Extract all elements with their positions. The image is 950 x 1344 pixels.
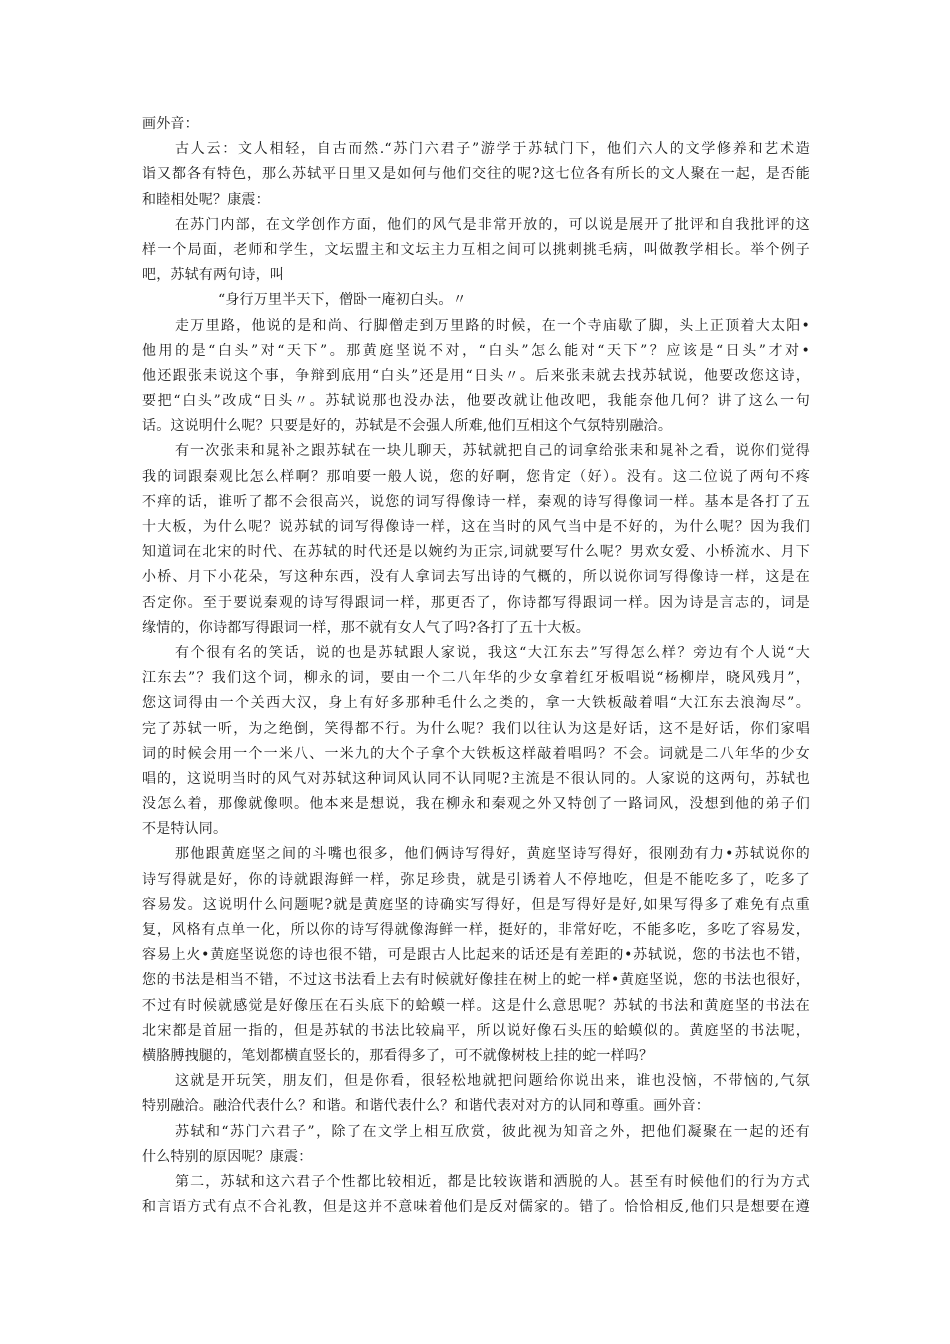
text-line: 诗写得就是好，你的诗就跟海鲜一样，弥足珍贵，就是引诱着人不停地吃，但是不能吃多了，吃多了 — [142, 871, 810, 888]
text-line: 容易上火•黄庭坚说您的诗也很不错，可是跟古人比起来的话还是有差距的•苏轼说，您的书法也不错， — [142, 947, 810, 964]
text-line: 苏轼和“苏门六君子”，除了在文学上相互欣赏，彼此视为知音之外，把他们凝聚在一起的还有 — [175, 1123, 810, 1140]
quoted-poem-line: “身行万里半天下，僧卧一庵初白头。〃 — [218, 292, 467, 309]
text-line: 北宋都是首屈一指的，但是苏轼的书法比较扁平，所以说好像石头压的蛤蟆似的。黄庭坚的书法呢， — [142, 1022, 810, 1039]
document-page — [142, 112, 810, 1220]
text-line: 诣又都各有特色，那么苏轼平日里又是如何与他们交往的呢?这七位各有所长的文人聚在一起，是否能 — [142, 166, 810, 183]
text-line: 他还跟张耒说这个事，争辩到底用“白头”还是用“日头〃。后来张耒就去找苏轼说，他要改您这诗， — [142, 367, 810, 384]
text-line: 和言语方式有点不合礼教，但是这并不意味着他们是反对儒家的。错了。恰恰相反,他们只是想要在遵 — [142, 1199, 810, 1216]
text-line: 您的书法是相当不错，不过这书法看上去有时候就好像挂在树上的蛇一样•黄庭坚说，您的书法也很好， — [142, 972, 810, 989]
text-line: 画外音： — [142, 116, 199, 132]
text-line: 特别融洽。融洽代表什么？和谐。和谐代表什么？和谐代表对对方的认同和尊重。画外音： — [142, 1098, 710, 1115]
text-line: 在苏门内部，在文学创作方面，他们的风气是非常开放的，可以说是展开了批评和自我批评的这 — [175, 216, 810, 233]
text-line: 什么特别的原因呢？康震： — [142, 1148, 313, 1165]
text-line: 古人云：文人相轻，自古而然.“苏门六君子”游学于苏轼门下，他们六人的文学修养和艺术造 — [175, 141, 810, 158]
text-line: 话。这说明什么呢？只要是好的，苏轼是不会强人所难,他们互相这个气氛特别融洽。 — [142, 418, 673, 435]
text-line: 我的词跟秦观比怎么样啊？那咱要一般人说，您的好啊，您肯定（好）。没有。这二位说了两句不疼 — [142, 468, 810, 485]
text-line: 样一个局面，老师和学生，文坛盟主和文坛主力互相之间可以挑刺挑毛病，叫做教学相长。举个例子 — [142, 241, 810, 258]
text-line: 和睦相处呢？康震： — [142, 191, 270, 208]
text-line: 十大板，为什么呢？说苏轼的词写得像诗一样，这在当时的风气当中是不好的，为什么呢？因为我们 — [142, 519, 810, 535]
text-line: 您这词得由一个关西大汉，身上有好多那种毛什么之类的，拿一大铁板敲着唱“大江东去浪淘尽”。 — [142, 695, 810, 712]
text-line: 缘情的，你诗都写得跟词一样，那不就有女人气了吗?各打了五十大板。 — [142, 619, 590, 636]
text-line: 吧，苏轼有两句诗，叫 — [142, 267, 284, 284]
text-line: 词的时候会用一个一米八、一米九的大个子拿个大铁板这样敲着唱吗？不会。词就是二八年华的少女 — [142, 745, 810, 762]
text-line: 不过有时候就感觉是好像压在石头底下的蛤蟆一样。这是什么意思呢？苏轼的书法和黄庭坚的书法在 — [142, 997, 810, 1014]
text-line: 否定你。至于要说秦观的诗写得跟词一样，那更否了，你诗都写得跟词一样。因为诗是言志的，词是 — [142, 594, 810, 611]
text-line: 走万里路，他说的是和尚、行脚僧走到万里路的时候，在一个寺庙歇了脚，头上正顶着大太阳• — [175, 317, 810, 334]
text-line: 容易发。这说明什么问题呢?就是黄庭坚的诗确实写得好，但是写得好是好,如果写得多了难免有点重 — [142, 896, 810, 913]
text-line: 不痒的话，谁听了都不会很高兴，说您的词写得像诗一样，秦观的诗写得像词一样。基本是各打了五 — [142, 493, 810, 510]
text-line: 有一次张耒和晁补之跟苏轼在一块儿聊天，苏轼就把自己的词拿给张耒和晁补之看，说你们觉得 — [175, 443, 810, 460]
text-line: 要把“白头”改成“日头〃。苏轼说那也没办法，他要改就让他改吧，我能奈他几何？讲了这么一句 — [142, 393, 810, 410]
text-line: 唱的，这说明当时的风气对苏轼这种词风认同不认同呢?主流是不很认同的。人家说的这两句，苏轼也 — [142, 770, 810, 787]
text-line: 小桥、月下小花朵，写这种东西，没有人拿词去写出诗的气概的，所以说你词写得像诗一样，这是在 — [142, 569, 810, 586]
text-line: 那他跟黄庭坚之间的斗嘴也很多，他们俩诗写得好，黄庭坚诗写得好，很刚劲有力•苏轼说你的 — [175, 846, 810, 863]
text-line: 有个很有名的笑话，说的也是苏轼跟人家说，我这“大江东去”写得怎么样？旁边有个人说“大 — [175, 644, 810, 661]
text-line: 横胳膊拽腿的，笔划都横直竖长的，那看得多了，可不就像树枝上挂的蛇一样吗？ — [142, 1047, 654, 1064]
text-line: 他用的是“白头”对“天下”。那黄庭坚说不对，“白头”怎么能对“天下”？应该是“日头”才对• — [142, 342, 810, 359]
text-line: 不是特认同。 — [142, 821, 228, 838]
text-line: 江东去”？我们这个词，柳永的词，要由一个二八年华的少女拿着红牙板唱说“杨柳岸，晓风残月”， — [142, 670, 810, 687]
text-line: 第二，苏轼和这六君子个性都比较相近，都是比较诙谐和洒脱的人。甚至有时候他们的行为方式 — [175, 1173, 810, 1190]
text-line: 这就是开玩笑，朋友们，但是你看，很轻松地就把问题给你说出来，谁也没恼，不带恼的,气氛 — [175, 1073, 810, 1090]
text-line: 完了苏轼一听，为之绝倒，笑得都不行。为什么呢？我们以往认为这是好话，这不是好话，你们家唱 — [142, 720, 810, 737]
text-line: 没怎么着，那像就像呗。他本来是想说，我在柳永和秦观之外又特创了一路词风，没想到他的弟子们 — [142, 796, 810, 813]
text-line: 知道词在北宋的时代、在苏轼的时代还是以婉约为正宗,词就要写什么呢？男欢女爱、小桥流水、月下 — [142, 544, 810, 561]
text-line: 复，风格有点单一化，所以你的诗写得就像海鲜一样，挺好的，非常好吃，不能多吃，多吃了容易发， — [142, 922, 810, 938]
